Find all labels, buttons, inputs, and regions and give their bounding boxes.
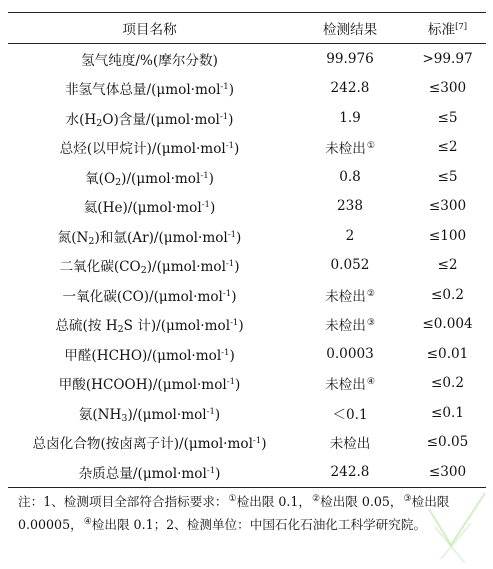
text-segment: ) (234, 259, 240, 276)
text-segment: ) (231, 288, 237, 305)
item-name-cell (8, 226, 291, 246)
result-cell (291, 169, 409, 185)
text-segment: 氨(NH (78, 406, 122, 423)
item-name-cell (8, 432, 291, 452)
item-name-cell (8, 462, 291, 482)
table-row (8, 339, 486, 369)
text-segment: )/(μmol·mol (146, 259, 226, 276)
footnote-marker: ① (366, 141, 375, 152)
table-row (8, 369, 486, 399)
text-segment: ) (234, 141, 240, 158)
standard-cell: ≤0.01 (426, 345, 469, 362)
item-name-cell (8, 373, 291, 393)
item-name-cell (8, 314, 291, 334)
text-segment: )/(μmol·mol (121, 170, 201, 187)
result-cell (291, 80, 409, 96)
text-segment: 水(H (65, 111, 97, 128)
table-row (8, 103, 486, 133)
text-segment: ) (238, 318, 244, 335)
standard-cell: ≤300 (428, 80, 467, 97)
result-cell (291, 198, 409, 214)
text-segment: ＜0.1 (332, 406, 368, 423)
result-cell (291, 110, 409, 126)
standard-cell: ≤5 (437, 109, 458, 126)
text-segment: 未检出 (325, 288, 366, 305)
table-row (8, 221, 486, 251)
result-cell (291, 464, 409, 480)
table-row (8, 74, 486, 104)
footnote-marker: ② (366, 288, 375, 299)
text-segment: 242.8 (330, 463, 370, 480)
text-segment: ) (208, 170, 214, 187)
table-row (8, 310, 486, 340)
superscript: -1 (201, 200, 210, 211)
text-segment: 总卤化合物(按卤离子计)/(μmol·mol (32, 436, 253, 453)
item-name-cell (8, 108, 291, 128)
result-cell (291, 228, 409, 244)
item-name-cell (8, 255, 291, 275)
table-row (8, 133, 486, 163)
standard-cell: ≤0.2 (430, 286, 464, 303)
table-row (8, 251, 486, 281)
result-cell (291, 346, 409, 362)
text-segment: 99.976 (326, 50, 374, 67)
superscript: -1 (206, 465, 216, 476)
result-cell (291, 432, 409, 452)
footnote-marker: ④ (83, 517, 92, 527)
table-row (8, 457, 486, 487)
header-item-name: 项目名称 (122, 22, 177, 38)
text-segment: ) (228, 82, 235, 99)
superscript: -1 (225, 259, 235, 270)
text-segment: 242.8 (330, 80, 370, 97)
text-segment: 未检出 (325, 318, 366, 335)
text-segment: 非氢气体总量/(μmol·mol (64, 82, 221, 99)
text-segment: )/(μmol·mol (127, 406, 207, 423)
item-name-cell (8, 78, 291, 98)
superscript: -1 (226, 377, 236, 388)
table-row (8, 428, 486, 458)
header-result: 检测结果 (322, 22, 378, 38)
superscript: -1 (225, 141, 235, 152)
footnote-marker: ① (228, 494, 237, 504)
text-segment: 氦(He)/(μmol·mol (83, 200, 202, 217)
text-segment: 氮(N (57, 229, 89, 246)
table-row (8, 162, 486, 192)
item-name-cell (8, 167, 291, 187)
text-segment: 检出限 0.1， (236, 494, 312, 509)
table-body (8, 44, 486, 487)
text-segment: 甲酸(HCOOH)/(μmol·mol (58, 377, 227, 394)
table-footnote (18, 490, 486, 536)
standard-cell: ≤0.1 (430, 404, 464, 421)
item-name-cell (8, 49, 291, 69)
superscript: -1 (230, 318, 239, 329)
text-segment: 一氧化碳(CO)/(μmol·mol (62, 288, 223, 305)
text-segment: 检出限 0.1；2、检测单位：中国石化石油化工科学研究院。 (91, 517, 427, 532)
text-segment: 未检出 (329, 436, 371, 453)
result-cell (291, 403, 409, 423)
text-segment: ) (209, 200, 216, 217)
text-segment: ) (235, 377, 241, 394)
superscript: -1 (206, 406, 215, 417)
item-name-cell (8, 137, 291, 157)
header-standard-label: 标准 (427, 22, 456, 38)
item-name-cell (8, 285, 291, 305)
subscript: 2 (96, 117, 103, 129)
text-segment: ) (229, 347, 235, 364)
table-header-row (8, 13, 486, 43)
item-name-cell (8, 403, 291, 423)
check-watermark-icon (421, 487, 491, 567)
standard-cell: ≤100 (428, 227, 467, 244)
text-segment: 未检出 (325, 141, 366, 158)
header-standard (409, 18, 486, 38)
table-row (8, 280, 486, 310)
text-segment: 杂质总量/(μmol·mol (78, 465, 207, 482)
text-segment: 注：1、检测项目全部符合指标要求： (18, 494, 228, 509)
footnote-marker: ③ (366, 318, 375, 329)
text-segment: 未检出 (325, 377, 366, 394)
result-cell (291, 314, 409, 334)
text-segment: )和氩(Ar)/(μmol·mol (94, 229, 228, 246)
gas-quality-table (8, 12, 486, 488)
subscript: 2 (140, 265, 147, 277)
text-segment: 总烃(以甲烷计)/(μmol·mol (59, 141, 226, 158)
text-segment: 检出限 0.05， (320, 494, 403, 509)
text-segment: 氢气纯度/%(摩尔分数) (81, 52, 218, 69)
result-cell (291, 51, 409, 67)
subscript: 2 (115, 176, 122, 188)
table-row (8, 192, 486, 222)
text-segment: 检出限 0.00005， (18, 494, 454, 532)
text-segment: ) (214, 406, 221, 423)
standard-cell: ≤0.004 (422, 316, 473, 333)
superscript: -1 (252, 436, 262, 447)
text-segment: O)含量/(μmol·mol (102, 111, 220, 128)
standard-cell: ≤5 (437, 168, 458, 185)
superscript: -1 (200, 170, 209, 181)
text-segment: 二氧化碳(CO (59, 259, 141, 276)
text-segment: 总硫(按 H (55, 318, 118, 335)
superscript: -1 (219, 111, 229, 122)
text-segment: 氧(O (85, 170, 116, 187)
result-cell (291, 137, 409, 157)
item-name-cell (8, 344, 291, 364)
text-segment: ) (228, 111, 234, 128)
result-cell (291, 257, 409, 273)
subscript: 3 (121, 412, 128, 424)
standard-cell: >99.97 (422, 50, 473, 67)
text-segment: S 计)/(μmol·mol (123, 318, 231, 335)
standard-cell: ≤0.05 (426, 434, 469, 451)
text-segment: 2 (345, 227, 355, 244)
subscript: 2 (117, 324, 124, 336)
standard-cell: ≤300 (428, 198, 467, 215)
result-cell (291, 373, 409, 393)
text-segment: ) (215, 465, 221, 482)
text-segment: ) (236, 229, 242, 246)
superscript: -1 (220, 82, 229, 93)
table-row (8, 398, 486, 428)
standard-cell: ≤2 (437, 257, 458, 274)
footnote-marker: ④ (366, 377, 375, 388)
table-bottom-rule (8, 487, 486, 488)
superscript: -1 (221, 347, 230, 358)
text-segment: 1.9 (339, 109, 361, 126)
footnote-marker: ③ (403, 494, 412, 504)
text-segment: 0.052 (330, 257, 370, 274)
standard-cell: ≤0.2 (430, 375, 464, 392)
superscript: -1 (227, 229, 237, 240)
standard-cell: ≤300 (428, 463, 467, 480)
text-segment: ) (261, 436, 267, 453)
text-segment: 0.0003 (326, 345, 374, 362)
text-segment: 甲醛(HCHO)/(μmol·mol (64, 347, 222, 364)
item-name-cell (8, 196, 291, 216)
footnote-marker: ② (312, 494, 321, 504)
superscript: -1 (222, 288, 232, 299)
result-cell (291, 285, 409, 305)
table-row (8, 44, 486, 74)
standard-cell: ≤2 (437, 139, 458, 156)
subscript: 2 (88, 235, 95, 247)
text-segment: 238 (337, 198, 363, 215)
text-segment: 0.8 (339, 168, 361, 185)
header-standard-ref: [7] (455, 22, 468, 32)
